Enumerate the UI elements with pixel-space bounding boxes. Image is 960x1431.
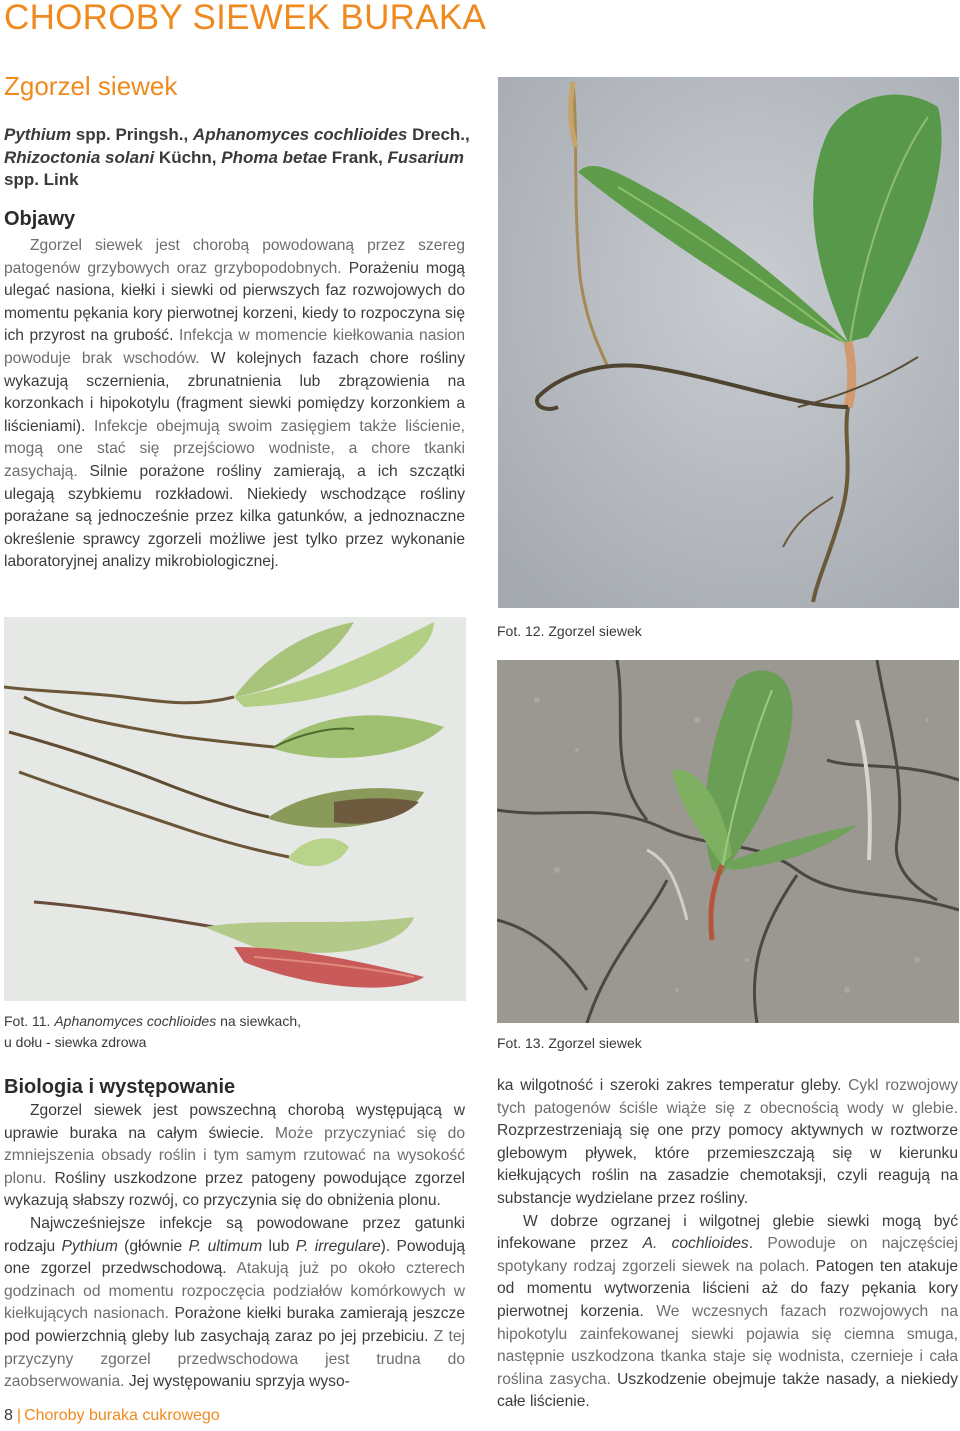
biologia-heading: Biologia i występowanie xyxy=(4,1076,236,1098)
paragraph xyxy=(4,1100,465,1213)
text-run: (głównie xyxy=(117,1237,189,1255)
text-run: Z tej przyczyny zgorzel przedwschodowa jest trudna do zaobserwowania. xyxy=(4,1327,466,1391)
text-run: ). Powodują one zgorzel przedwschodową. xyxy=(4,1237,465,1278)
page-title: CHOROBY SIEWEK BURAKA xyxy=(4,0,487,37)
text-run: P. ultimum xyxy=(188,1237,263,1255)
text-run: Uszkodzenie obejmuje także nasady, a niekiedy całe liścienie. xyxy=(497,1370,959,1411)
text-run: ka wilgotność i szeroki zakres temperatur gleby. xyxy=(497,1077,849,1094)
text-run: Phoma betae xyxy=(221,147,328,167)
text-run: lub xyxy=(262,1237,296,1255)
pathogen-list xyxy=(4,124,474,192)
paragraph xyxy=(497,1211,958,1414)
biologia-right-column xyxy=(497,1075,958,1414)
text-run: spp. Pringsh., xyxy=(71,125,193,144)
biologia-left-column xyxy=(4,1100,465,1394)
caption-fot12: Fot. 12. Zgorzel siewek xyxy=(497,623,642,639)
text-run: Powoduje on najczęściej spotykany rodzaj zgorzeli siewek na polach. xyxy=(497,1235,958,1275)
text-run: Patogen ten atakuje od momentu wytworzenia liścieni aż do fazy pękania kory pierwotnej korzenia. xyxy=(497,1257,958,1320)
text-run: P. irregulare xyxy=(295,1237,381,1255)
paragraph xyxy=(497,1075,958,1211)
text-run: . xyxy=(748,1235,768,1253)
photo-fot12-seedling xyxy=(498,77,959,608)
text-run: Fot. 11. xyxy=(4,1013,55,1029)
text-run: Cykl rozwojowy tych patogenów ściśle wiąże się z obecnością wody w glebie. xyxy=(497,1077,958,1117)
text-run: Pythium xyxy=(61,1237,118,1255)
text-run: Aphanomyces cochlioides xyxy=(192,125,408,144)
text-run: Atakują już po około czterech godzinach od momentu rozpoczęcia podziałów komórkowych w kiełkujących nasionach. xyxy=(4,1260,465,1323)
text-run: Zgorzel siewek jest powszechną chorobą występującą w uprawie buraka na całym świecie. xyxy=(4,1102,465,1142)
text-run: W kolejnych fazach chore rośliny wykazują sczernienia, zbrunatnienia lub zbrązowienia na korzonkach i hipokotylu (fragment siewki pomiędzy korzonkiem a liścieniami). xyxy=(4,349,465,435)
text-run: W dobrze ogrzanej i wilgotnej glebie siewki mogą być infekowane przez xyxy=(497,1212,958,1253)
text-run: A. cochlioides xyxy=(642,1235,749,1253)
text-run: Infekcje obejmują swoim zasięgiem także liścienie, mogą one stać się przejściowo wodniste, a chore tkanki zasychają. xyxy=(4,417,465,480)
text-run: spp. Link xyxy=(4,170,79,189)
text-run: Niekiedy wschodzące rośliny porażane są jednocześnie przez kilka gatunków, a jednoznaczne określenie sprawcy zgorzeli możliwe jest tylko przez wykonanie laboratoryjnej analizy mikrobiologicznej. xyxy=(4,485,466,571)
text-run: Drech., xyxy=(407,125,470,144)
paragraph xyxy=(4,1213,465,1394)
objawy-paragraph xyxy=(4,235,465,574)
text-run: u dołu - siewka zdrowa xyxy=(4,1034,147,1050)
page-number: 8 xyxy=(4,1407,13,1424)
page-footer xyxy=(4,1405,220,1427)
text-run: Küchn, xyxy=(154,147,222,167)
text-run: Rośliny uszkodzone przez patogeny powodujące zgorzel wykazują słabszy rozwój, co przyczynia się do obniżenia plonu. xyxy=(4,1169,465,1210)
text-run: Może przyczyniać się do zmniejszenia obsady roślin i tym samym rzutować na wysokość plonu. xyxy=(4,1124,465,1187)
text-run: Frank, xyxy=(327,147,388,167)
text-run: Silnie porażone rośliny zamierają, a ich szczątki ulegają szybkiemu rozkładowi. xyxy=(4,462,465,503)
text-run: We wczesnych fazach rozwojowych na hipokotylu zainfekowanej siewki pojawia się ciemna smuga, następnie uszkodzona tkanka staje się wodnista, czernieje i cała roślina zasycha. xyxy=(497,1302,958,1388)
text-run: Porażeniu mogą ulegać nasiona, kiełki i siewki od pierwszych faz rozwojowych do momentu pękania kory pierwotnej korzeni, kiedy to rozpoczyna się ich przyrost na grubość. xyxy=(4,259,465,345)
footer-separator: | xyxy=(16,1407,22,1424)
text-run: Fusarium xyxy=(387,147,465,167)
text-run: Jej występowaniu sprzyja wyso- xyxy=(128,1373,350,1391)
photo-fot11-seedlings xyxy=(4,617,466,1001)
caption-fot13: Fot. 13. Zgorzel siewek xyxy=(497,1035,642,1051)
text-run: Aphanomyces cochlioides xyxy=(54,1013,217,1029)
text-run: Rhizoctonia solani xyxy=(4,147,155,167)
text-run: Pythium xyxy=(4,125,72,144)
text-run: Rozprzestrzeniają się one przy pomocy aktywnych w roztworze glebowym pływek, które przemieszczają się w kierunku kiełkujących roślin na zasadzie chemotaksji, czyli reagują na substancje wydzielane przez rośliny. xyxy=(497,1122,958,1207)
text-run: Porażone kiełki buraka zamierają jeszcze pod powierzchnią gleby lub zasychają zaraz po jej przebiciu. xyxy=(4,1305,465,1345)
section-title: Zgorzel siewek xyxy=(4,71,178,101)
objawy-heading: Objawy xyxy=(4,208,76,230)
footer-section-title: Choroby buraka cukrowego xyxy=(24,1407,220,1424)
text-run: Najwcześniejsze infekcje są powodowane przez gatunki rodzaju xyxy=(4,1214,465,1255)
text-run: na siewkach, xyxy=(216,1013,302,1029)
text-run: Infekcja w momencie kiełkowania nasion powoduje brak wschodów. xyxy=(4,327,466,367)
caption-fot11 xyxy=(4,1011,301,1053)
photo-fot13-field-seedling xyxy=(497,660,959,1023)
text-run: Zgorzel siewek jest chorobą powodowaną przez szereg patogenów grzybowych oraz grzybopodobnych. xyxy=(4,237,465,277)
